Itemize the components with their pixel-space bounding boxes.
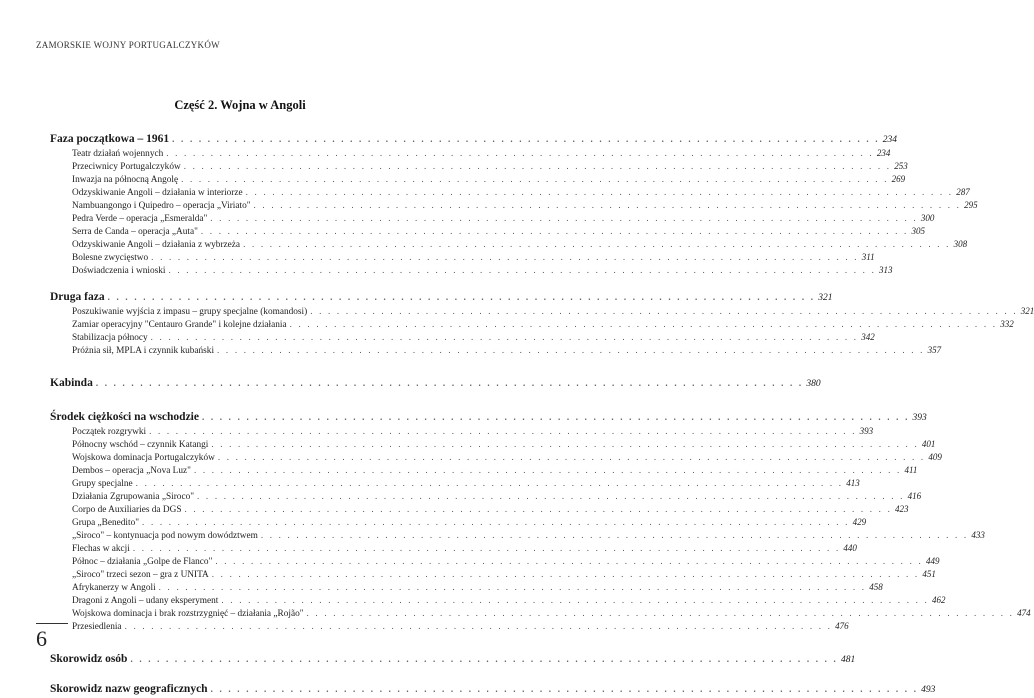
toc-subentry bbox=[50, 251, 875, 264]
toc-entry-page: 451 bbox=[922, 569, 936, 579]
leader-dots: . . . . . . . . . . . . . . . . . . . . . . . . . . . . . . . . . . . . . . . . . . . . . . . . . . . . . . . . . . . . . . . . . . . . . . . . . . . . . . . . bbox=[200, 226, 909, 236]
toc-subentry bbox=[50, 594, 946, 607]
toc-entry-page: 253 bbox=[894, 161, 908, 171]
leader-dots: . . . . . . . . . . . . . . . . . . . . . . . . . . . . . . . . . . . . . . . . . . . . . . . . . . . . . . . . . . . . . . . . . . . . . . . . . . . . . . . . bbox=[130, 654, 838, 664]
toc-entry-title: Dragoni z Angoli – udany eksperyment bbox=[72, 596, 219, 606]
toc-subentry bbox=[50, 529, 985, 542]
toc-entry-page: 342 bbox=[861, 332, 875, 342]
toc-entry-page: 380 bbox=[806, 379, 821, 389]
toc-entry-page: 401 bbox=[921, 439, 936, 449]
toc-section bbox=[50, 290, 1034, 357]
toc-entry-page: 234 bbox=[882, 135, 897, 145]
toc-entry-title: Środek ciężkości na wschodzie bbox=[50, 411, 199, 423]
toc-section-heading bbox=[50, 410, 927, 425]
toc-entry-title: Poszukiwanie wyjścia z impasu – grupy specjalne (komandosi) bbox=[72, 307, 308, 317]
toc-subentry bbox=[50, 438, 936, 451]
toc-entry-title: Dembos – operacja „Nova Luz" bbox=[72, 466, 191, 476]
toc-entry-page: 474 bbox=[1017, 608, 1031, 618]
toc-entry-title: Afrykanerzy w Angoli bbox=[72, 583, 156, 593]
toc-entry-page: 416 bbox=[907, 491, 922, 501]
toc-subentry bbox=[50, 264, 893, 277]
toc-entry-title: Kabinda bbox=[50, 377, 93, 389]
toc-entry-page: 440 bbox=[843, 543, 857, 553]
toc-entry-page: 409 bbox=[928, 452, 942, 462]
toc-subentry bbox=[50, 225, 925, 238]
toc-subentry bbox=[50, 607, 1031, 620]
toc-subentry bbox=[50, 555, 940, 568]
footer-rule bbox=[36, 623, 68, 624]
toc-entry-page: 393 bbox=[912, 413, 927, 423]
toc-entry-title: Przeciwnicy Portugalczyków bbox=[72, 162, 181, 172]
toc-entry-page: 332 bbox=[1000, 319, 1014, 329]
toc-entry-page: 305 bbox=[911, 226, 925, 236]
leader-dots: . . . . . . . . . . . . . . . . . . . . . . . . . . . . . . . . . . . . . . . . . . . . . . . . . . . . . . . . . . . . . . . . . . . . . . . . . . . . . . . . bbox=[181, 174, 889, 184]
toc-entry-title: Corpo de Auxiliaries da DGS bbox=[72, 505, 182, 515]
toc-subentry bbox=[50, 581, 883, 594]
leader-dots: . . . . . . . . . . . . . . . . . . . . . . . . . . . . . . . . . . . . . . . . . . . . . . . . . . . . . . . . . . . . . . . . . . . . . . . . . . . . . . . . bbox=[260, 530, 969, 540]
leader-dots: . . . . . . . . . . . . . . . . . . . . . . . . . . . . . . . . . . . . . . . . . . . . . . . . . . . . . . . . . . . . . . . . . . . . . . . . . . . . . . . . bbox=[168, 265, 877, 275]
toc-entry-title: „Siroco" trzeci sezon – gra z UNITA bbox=[72, 570, 209, 580]
leader-dots: . . . . . . . . . . . . . . . . . . . . . . . . . . . . . . . . . . . . . . . . . . . . . . . . . . . . . . . . . . . . . . . . . . . . . . . . . . . . . . . . bbox=[184, 504, 893, 514]
toc-entry-page: 433 bbox=[971, 530, 985, 540]
leader-dots: . . . . . . . . . . . . . . . . . . . . . . . . . . . . . . . . . . . . . . . . . . . . . . . . . . . . . . . . . . . . . . . . . . . . . . . . . . . . . . . . bbox=[210, 684, 919, 694]
part-title: Część 2. Wojna w Angoli bbox=[174, 98, 306, 112]
toc-subentry bbox=[50, 503, 909, 516]
toc-subentry bbox=[50, 199, 978, 212]
toc-entry-title: Wojskowa dominacja i brak rozstrzygnięć – działania „Rojão" bbox=[72, 609, 304, 619]
toc-entry-page: 429 bbox=[852, 517, 867, 527]
toc-entry-title: Odzyskiwanie Angoli – działania w interiorze bbox=[72, 188, 243, 198]
leader-dots: . . . . . . . . . . . . . . . . . . . . . . . . . . . . . . . . . . . . . . . . . . . . . . . . . . . . . . . . . . . . . . . . . . . . . . . . . . . . . . . . bbox=[107, 292, 816, 302]
leader-dots: . . . . . . . . . . . . . . . . . . . . . . . . . . . . . . . . . . . . . . . . . . . . . . . . . . . . . . . . . . . . . . . . . . . . . . . . . . . . . . . . bbox=[289, 319, 998, 329]
running-head: ZAMORSKIE WOJNY PORTUGALCZYKÓW bbox=[36, 40, 220, 50]
toc-subentry bbox=[50, 516, 867, 529]
toc-section bbox=[50, 410, 1031, 633]
toc-entry-title: Wojskowa dominacja Portugalczyków bbox=[72, 453, 215, 463]
toc-section-heading bbox=[50, 132, 897, 147]
toc-section-heading bbox=[50, 376, 821, 391]
toc-entry-page: 393 bbox=[859, 426, 874, 436]
toc-subentry bbox=[50, 318, 1014, 331]
leader-dots: . . . . . . . . . . . . . . . . . . . . . . . . . . . . . . . . . . . . . . . . . . . . . . . . . . . . . . . . . . . . . . . . . . . . . . . . . . . . . . . . bbox=[158, 582, 867, 592]
toc-subentry bbox=[50, 331, 875, 344]
toc-subentry bbox=[50, 305, 1034, 318]
leader-dots: . . . . . . . . . . . . . . . . . . . . . . . . . . . . . . . . . . . . . . . . . . . . . . . . . . . . . . . . . . . . . . . . . . . . . . . . . . . . . . . . bbox=[95, 378, 804, 388]
leader-dots: . . . . . . . . . . . . . . . . . . . . . . . . . . . . . . . . . . . . . . . . . . . . . . . . . . . . . . . . . . . . . . . . . . . . . . . . . . . . . . . . bbox=[310, 306, 1018, 316]
toc-entry-page: 321 bbox=[818, 293, 833, 303]
leader-dots: . . . . . . . . . . . . . . . . . . . . . . . . . . . . . . . . . . . . . . . . . . . . . . . . . . . . . . . . . . . . . . . . . . . . . . . . . . . . . . . . bbox=[201, 412, 910, 422]
leader-dots: . . . . . . . . . . . . . . . . . . . . . . . . . . . . . . . . . . . . . . . . . . . . . . . . . . . . . . . . . . . . . . . . . . . . . . . . . . . . . . . . bbox=[124, 621, 833, 631]
toc-subentry bbox=[50, 212, 935, 225]
toc-section-heading bbox=[50, 290, 833, 305]
toc-subentry bbox=[50, 451, 942, 464]
toc-subentry bbox=[50, 620, 849, 633]
toc-entry-title: Początek rozgrywki bbox=[72, 427, 147, 437]
toc-entry-title: Druga faza bbox=[50, 291, 105, 303]
leader-dots: . . . . . . . . . . . . . . . . . . . . . . . . . . . . . . . . . . . . . . . . . . . . . . . . . . . . . . . . . . . . . . . . . . . . . . . . . . . . . . . . bbox=[150, 332, 859, 342]
toc-entry-page: 287 bbox=[956, 187, 970, 197]
toc-entry-page: 321 bbox=[1020, 306, 1034, 316]
toc-subentry bbox=[50, 186, 970, 199]
toc-entry-title: Stabilizacja północy bbox=[72, 333, 148, 343]
toc-subentry bbox=[50, 542, 857, 555]
toc-subentry bbox=[50, 464, 918, 477]
leader-dots: . . . . . . . . . . . . . . . . . . . . . . . . . . . . . . . . . . . . . . . . . . . . . . . . . . . . . . . . . . . . . . . . . . . . . . . . . . . . . . . . bbox=[211, 439, 919, 449]
leader-dots: . . . . . . . . . . . . . . . . . . . . . . . . . . . . . . . . . . . . . . . . . . . . . . . . . . . . . . . . . . . . . . . . . . . . . . . . . . . . . . . . bbox=[306, 608, 1015, 618]
toc-entry-title: Faza początkowa – 1961 bbox=[50, 133, 170, 145]
toc-entry-page: 234 bbox=[876, 148, 891, 158]
toc-entry-title: Grupy specjalne bbox=[72, 479, 133, 489]
toc-entry-page: 423 bbox=[895, 504, 909, 514]
toc-section bbox=[50, 132, 978, 277]
toc-entry-title: Zamiar operacyjny "Centauro Grande" i kolejne działania bbox=[72, 320, 287, 330]
toc-entry-title: Teatr działań wojennych bbox=[72, 149, 164, 159]
leader-dots: . . . . . . . . . . . . . . . . . . . . . . . . . . . . . . . . . . . . . . . . . . . . . . . . . . . . . . . . . . . . . . . . . . . . . . . . . . . . . . . . bbox=[217, 345, 925, 355]
toc-subentry bbox=[50, 173, 906, 186]
leader-dots: . . . . . . . . . . . . . . . . . . . . . . . . . . . . . . . . . . . . . . . . . . . . . . . . . . . . . . . . . . . . . . . . . . . . . . . . . . . . . . . . bbox=[132, 543, 841, 553]
leader-dots: . . . . . . . . . . . . . . . . . . . . . . . . . . . . . . . . . . . . . . . . . . . . . . . . . . . . . . . . . . . . . . . . . . . . . . . . . . . . . . . . bbox=[183, 161, 892, 171]
toc-entry-title: Flechas w akcji bbox=[72, 544, 130, 554]
toc-entry-title: Skorowidz nazw geograficznych bbox=[50, 683, 208, 695]
toc-subentry bbox=[50, 490, 922, 503]
toc-subentry bbox=[50, 477, 860, 490]
toc-entry-title: Nambuangongo i Quipedro – operacja „Viriato" bbox=[72, 201, 251, 211]
toc-entry-page: 458 bbox=[869, 582, 883, 592]
toc-subentry bbox=[50, 425, 874, 438]
toc-section bbox=[50, 652, 856, 667]
toc-subentry bbox=[50, 147, 891, 160]
leader-dots: . . . . . . . . . . . . . . . . . . . . . . . . . . . . . . . . . . . . . . . . . . . . . . . . . . . . . . . . . . . . . . . . . . . . . . . . . . . . . . . . bbox=[149, 426, 857, 436]
leader-dots: . . . . . . . . . . . . . . . . . . . . . . . . . . . . . . . . . . . . . . . . . . . . . . . . . . . . . . . . . . . . . . . . . . . . . . . . . . . . . . . . bbox=[151, 252, 859, 262]
toc-entry-title: Działania Zgrupowania „Siroco" bbox=[72, 492, 195, 502]
toc-entry-page: 411 bbox=[904, 465, 918, 475]
leader-dots: . . . . . . . . . . . . . . . . . . . . . . . . . . . . . . . . . . . . . . . . . . . . . . . . . . . . . . . . . . . . . . . . . . . . . . . . . . . . . . . . bbox=[135, 478, 844, 488]
leader-dots: . . . . . . . . . . . . . . . . . . . . . . . . . . . . . . . . . . . . . . . . . . . . . . . . . . . . . . . . . . . . . . . . . . . . . . . . . . . . . . . . bbox=[172, 134, 880, 144]
toc-entry-title: Inwazja na północną Angolę bbox=[72, 175, 179, 185]
toc-entry-title: Doświadczenia i wnioski bbox=[72, 266, 166, 276]
toc-subentry bbox=[50, 568, 936, 581]
toc-entry-title: Bolesne zwycięstwo bbox=[72, 253, 149, 263]
toc-subentry bbox=[50, 238, 968, 251]
toc-section bbox=[50, 682, 936, 697]
leader-dots: . . . . . . . . . . . . . . . . . . . . . . . . . . . . . . . . . . . . . . . . . . . . . . . . . . . . . . . . . . . . . . . . . . . . . . . . . . . . . . . . bbox=[243, 239, 951, 249]
toc-entry-title: Pedra Verde – operacja „Esmeralda" bbox=[72, 214, 208, 224]
toc-subentry bbox=[50, 160, 908, 173]
toc-entry-title: Odzyskiwanie Angoli – działania z wybrzeża bbox=[72, 240, 241, 250]
page-number: 6 bbox=[36, 626, 47, 651]
leader-dots: . . . . . . . . . . . . . . . . . . . . . . . . . . . . . . . . . . . . . . . . . . . . . . . . . . . . . . . . . . . . . . . . . . . . . . . . . . . . . . . . bbox=[210, 213, 918, 223]
toc-entry-page: 295 bbox=[964, 200, 978, 210]
toc-entry-page: 476 bbox=[835, 621, 849, 631]
toc-entry-page: 308 bbox=[953, 239, 968, 249]
leader-dots: . . . . . . . . . . . . . . . . . . . . . . . . . . . . . . . . . . . . . . . . . . . . . . . . . . . . . . . . . . . . . . . . . . . . . . . . . . . . . . . . bbox=[245, 187, 954, 197]
toc-entry-title: Serra de Canda – operacja „Auta" bbox=[72, 227, 198, 237]
toc-subentry bbox=[50, 344, 942, 357]
toc-entry-page: 449 bbox=[925, 556, 940, 566]
leader-dots: . . . . . . . . . . . . . . . . . . . . . . . . . . . . . . . . . . . . . . . . . . . . . . . . . . . . . . . . . . . . . . . . . . . . . . . . . . . . . . . . bbox=[221, 595, 929, 605]
toc-entry-page: 413 bbox=[846, 478, 860, 488]
leader-dots: . . . . . . . . . . . . . . . . . . . . . . . . . . . . . . . . . . . . . . . . . . . . . . . . . . . . . . . . . . . . . . . . . . . . . . . . . . . . . . . . bbox=[142, 517, 850, 527]
toc-entry-title: Przesiedlenia bbox=[72, 622, 122, 632]
toc-entry-title: Próżnia sił, MPLA i czynnik kubański bbox=[72, 346, 215, 356]
toc-entry-page: 269 bbox=[891, 174, 906, 184]
toc-entry-page: 300 bbox=[920, 213, 935, 223]
leader-dots: . . . . . . . . . . . . . . . . . . . . . . . . . . . . . . . . . . . . . . . . . . . . . . . . . . . . . . . . . . . . . . . . . . . . . . . . . . . . . . . . bbox=[215, 556, 923, 566]
leader-dots: . . . . . . . . . . . . . . . . . . . . . . . . . . . . . . . . . . . . . . . . . . . . . . . . . . . . . . . . . . . . . . . . . . . . . . . . . . . . . . . . bbox=[253, 200, 962, 210]
leader-dots: . . . . . . . . . . . . . . . . . . . . . . . . . . . . . . . . . . . . . . . . . . . . . . . . . . . . . . . . . . . . . . . . . . . . . . . . . . . . . . . . bbox=[211, 569, 920, 579]
toc-entry-page: 311 bbox=[861, 252, 875, 262]
toc-section-heading bbox=[50, 682, 936, 697]
toc-entry-title: Północ – działania „Golpe de Flanco" bbox=[72, 557, 213, 567]
toc-entry-title: Skorowidz osób bbox=[50, 653, 128, 665]
toc-section bbox=[50, 376, 821, 391]
toc-entry-title: Północny wschód – czynnik Katangi bbox=[72, 440, 209, 450]
toc-entry-page: 357 bbox=[927, 345, 942, 355]
toc-section-heading bbox=[50, 652, 856, 667]
table-of-contents bbox=[50, 115, 1034, 697]
toc-entry-page: 481 bbox=[841, 655, 856, 665]
leader-dots: . . . . . . . . . . . . . . . . . . . . . . . . . . . . . . . . . . . . . . . . . . . . . . . . . . . . . . . . . . . . . . . . . . . . . . . . . . . . . . . . bbox=[197, 491, 905, 501]
leader-dots: . . . . . . . . . . . . . . . . . . . . . . . . . . . . . . . . . . . . . . . . . . . . . . . . . . . . . . . . . . . . . . . . . . . . . . . . . . . . . . . . bbox=[217, 452, 926, 462]
toc-entry-title: Grupa „Benedito" bbox=[72, 518, 140, 528]
toc-entry-page: 313 bbox=[879, 265, 893, 275]
toc-entry-title: „Siroco" – kontynuacja pod nowym dowództwem bbox=[72, 531, 258, 541]
leader-dots: . . . . . . . . . . . . . . . . . . . . . . . . . . . . . . . . . . . . . . . . . . . . . . . . . . . . . . . . . . . . . . . . . . . . . . . . . . . . . . . . bbox=[193, 465, 902, 475]
toc-entry-page: 462 bbox=[931, 595, 946, 605]
leader-dots: . . . . . . . . . . . . . . . . . . . . . . . . . . . . . . . . . . . . . . . . . . . . . . . . . . . . . . . . . . . . . . . . . . . . . . . . . . . . . . . . bbox=[166, 148, 874, 158]
toc-entry-page: 493 bbox=[921, 685, 936, 695]
